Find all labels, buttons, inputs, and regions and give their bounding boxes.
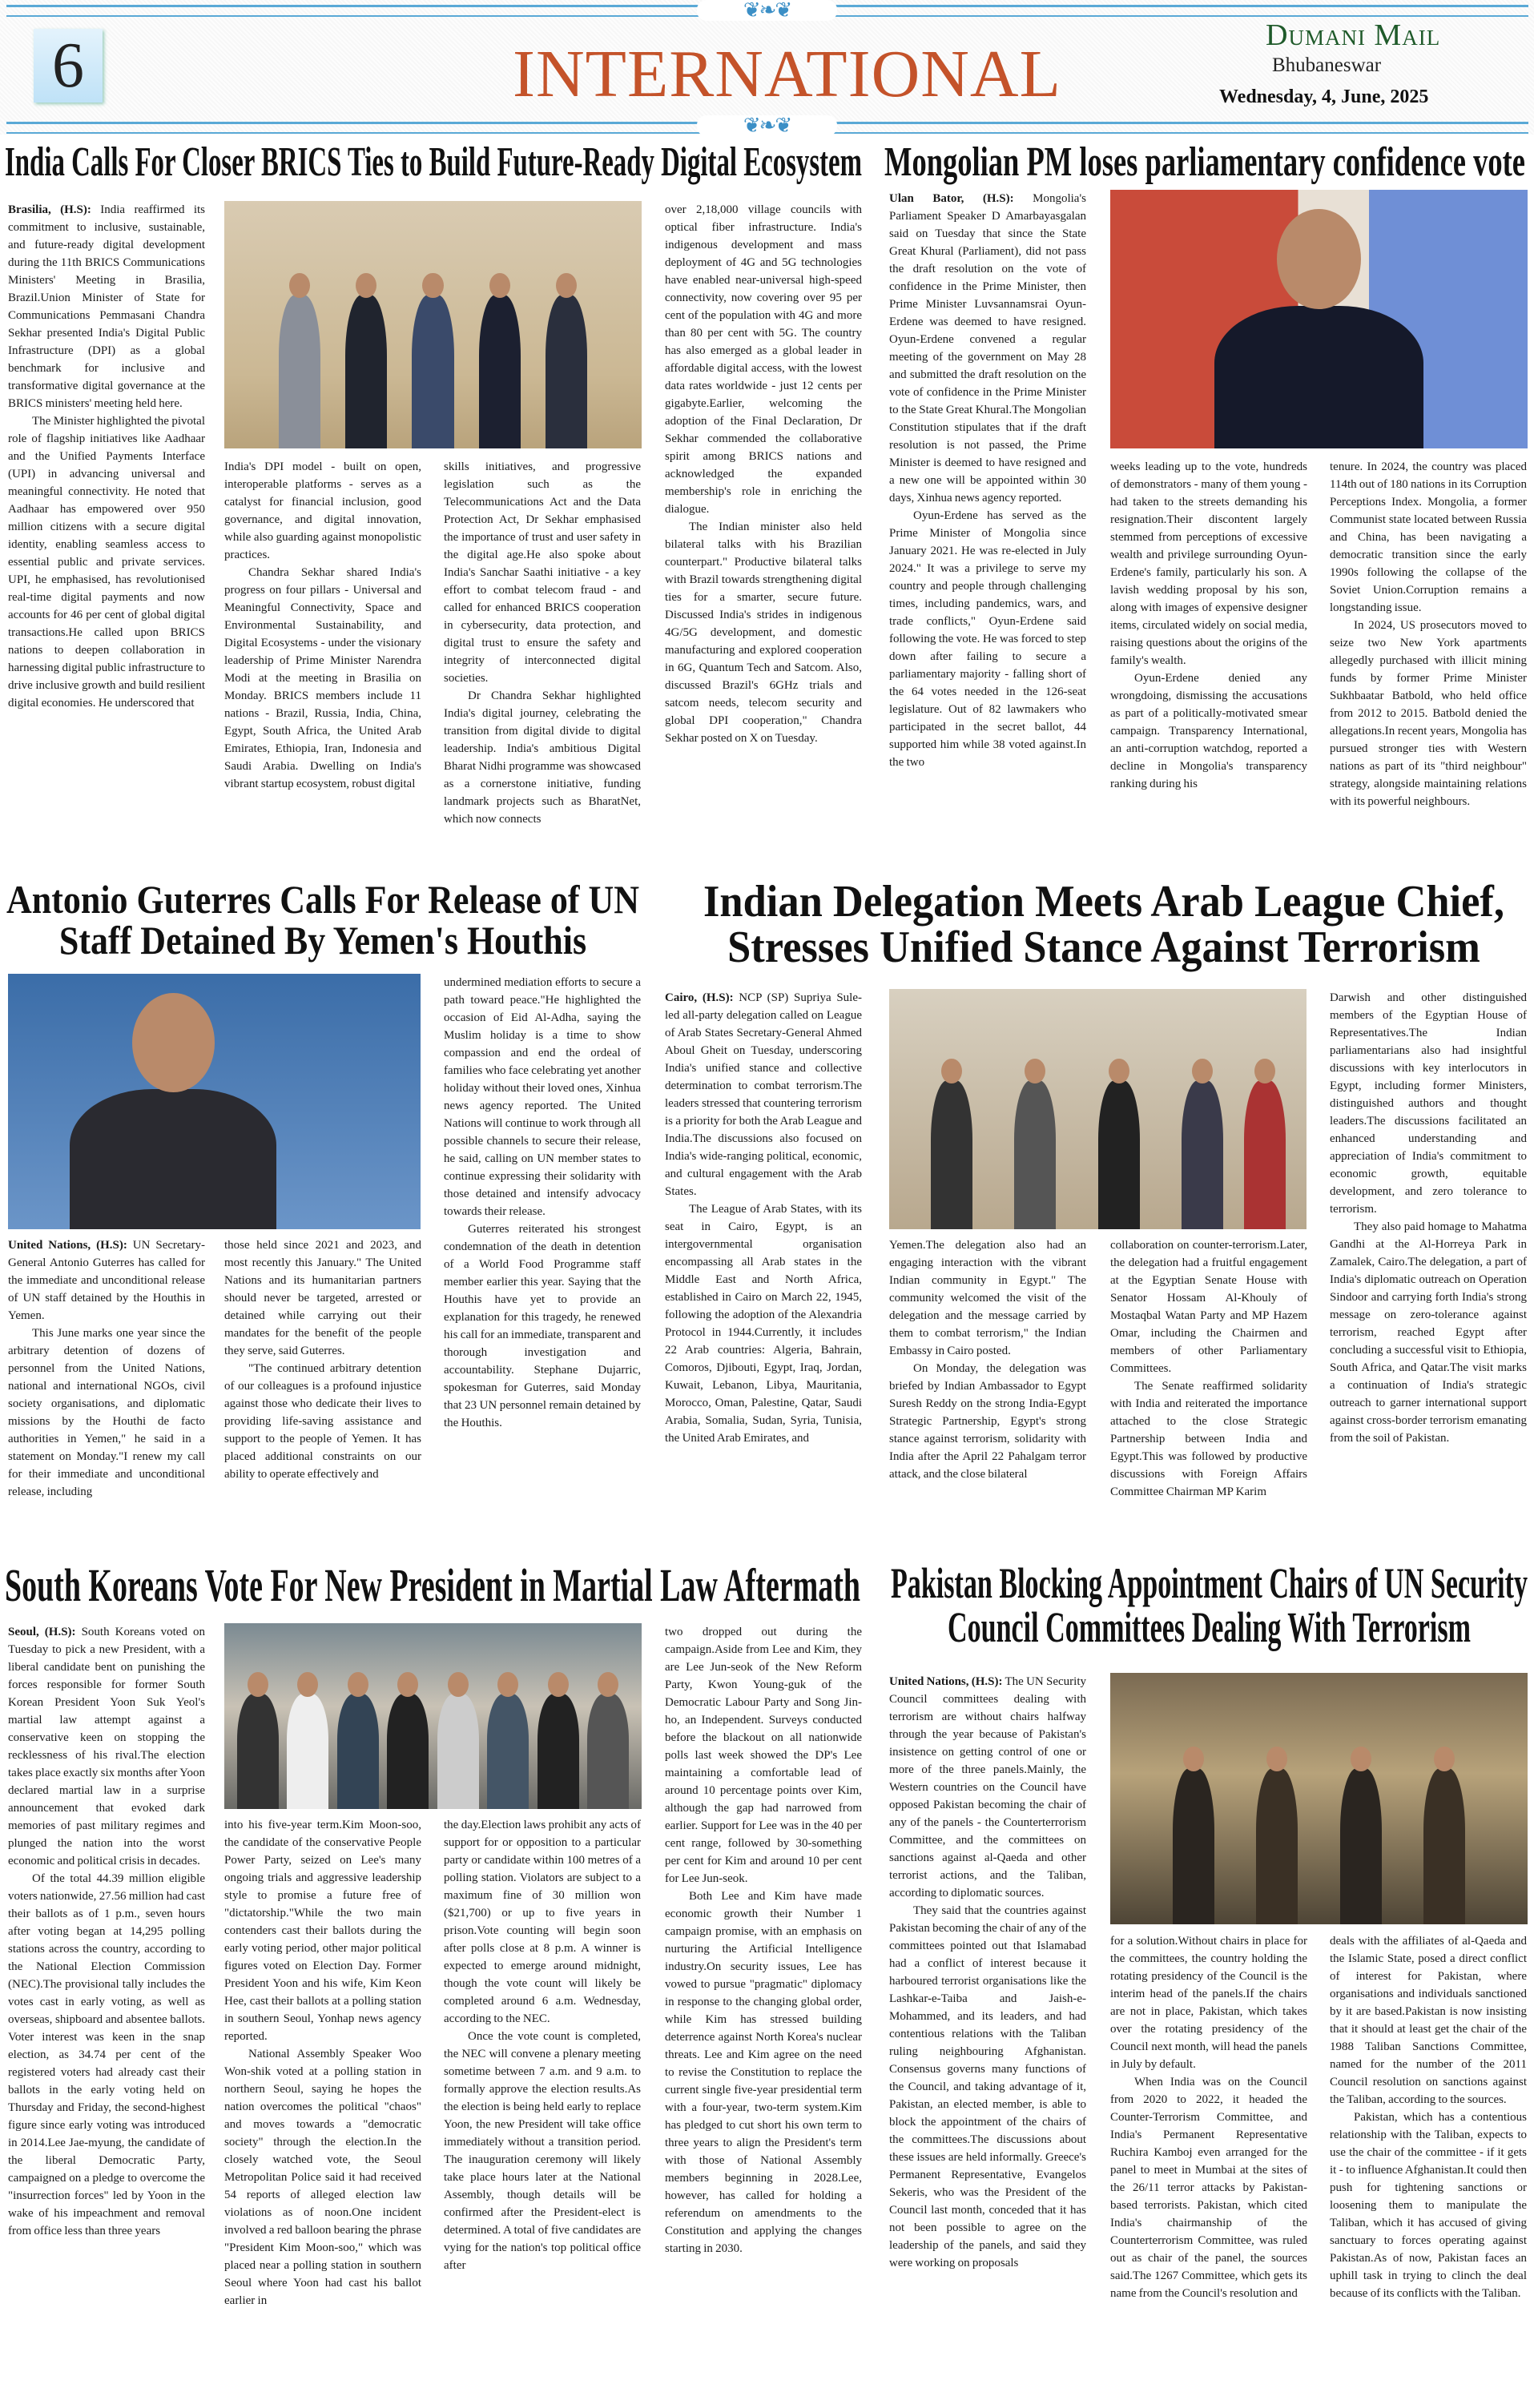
headline (5, 1559, 860, 1611)
text-column (8, 1236, 205, 1501)
text-column (1330, 1932, 1527, 2302)
headline-line: India Calls For Closer BRICS Ties to Build Future-Ready Digital Ecosystem (5, 139, 862, 185)
paragraph (665, 989, 862, 1200)
paragraph-text: Yemen.The delegation also had an engaging interaction with the vibrant Indian community in Egypt." The community welcomed the visit of the delegation and the message carried by them to combat terrorism," the Indian Embassy in Cairo posted. (889, 1239, 1086, 1357)
paragraph (224, 458, 421, 564)
person-figure (538, 1694, 579, 1809)
paragraph-text: Darwish and other distinguished members of the Egyptian House of Representatives.The Indian parliamentarians also had insightful discussions with key interlocutors in Egypt, including former Ministers, distinguished authors and thought leaders.The discussions facilitated an enhanced understanding and appreciation of India's commitment to economic growth, equitable development, and zero tolerance to terrorism. (1330, 991, 1527, 1216)
paragraph (1110, 2073, 1307, 2302)
paragraph (8, 1623, 205, 1870)
newspaper-name: Dumani Mail (1266, 18, 1441, 52)
headline-line: Mongolian PM loses parliamentary confidence vote (884, 139, 1525, 185)
paragraph-text: Both Lee and Kim have made economic growth their Number 1 campaign promise, with an emphasis on nurturing the Artificial Intelligence industry.On security issues, Lee has vowed to pursue "pragmatic" diplomacy in response to the changing global order, while Kim has stressed building deterrence against North Korea's nuclear threats. Lee and Kim agree on the need to revise the Constitution to replace the current single five-year presidential term with a four-year, two-term system.Kim has pledged to cut short his own term to three years to align the President's term with those of National Assembly members beginning in 2028.Lee, however, has called for holding a referendum on amendments to the Constitution and applying the changes starting in 2030. (665, 1890, 862, 2255)
headline (703, 879, 1504, 971)
person-figure (1214, 306, 1423, 448)
paragraph (8, 1870, 205, 2240)
text-column (1110, 458, 1307, 793)
text-column (224, 1816, 421, 2310)
person-figure (387, 1694, 429, 1809)
paragraph-text: for a solution.Without chairs in place for the committees, the country holding the rotating presidency of the Council is the interim head of the panels.If the chairs are not in place, Pakistan, which takes over the rotating presidency of the Council next month, will head the panels in July by default. (1110, 1935, 1307, 2071)
person-figure (931, 1080, 972, 1229)
paragraph (224, 1816, 421, 2045)
paragraph-text: collaboration on counter-terrorism.Later, the delegation had a fruitful engagement at the Egyptian Senate House with Senator Hossam Al-Khouly of Mostaqbal Watan Party and MP Hazem Omar, including the Chairmen and members of other Parliamentary Committees. (1110, 1239, 1307, 1375)
paragraph (1330, 1218, 1527, 1447)
headline (884, 141, 1525, 183)
headline-line: Staff Detained By Yemen's Houthis (58, 918, 587, 963)
headline-line: South Koreans Vote For New President in Martial Law Aftermath (5, 1559, 860, 1611)
paragraph-text: into his five-year term.Kim Moon-soo, the candidate of the conservative People Power Party, seized on Lee's many ongoing trials and aggressive leadership style to promise a future free of "dictatorship."While the two main contenders cast their ballots during the early voting period, other major political figures voted on Election Day. Former President Yoon and his wife, Kim Keon Hee, cast their ballots at a polling station in southern Seoul, Yonhap news agency reported. (224, 1819, 421, 2043)
paragraph-text: Guterres reiterated his strongest condemnation of the death in detention of a World Food Programme staff member earlier this year. Saying that the Houthis have yet to provide an explanation for this tragedy, he renewed his call for an immediate, transparent and thorough investigation and accountability. Stephane Dujarric, spokesman for Guterres, said Monday that 23 UN personnel remain detained by the Houthis. (444, 1223, 641, 1429)
paragraph (1110, 1932, 1307, 2073)
paragraph-text: Chandra Sekhar shared India's progress on four pillars - Universal and Meaningful Connectivity, Space and Environmental Sustainability, and Digital Ecosystems - under the visionary leadership of Prime Minister Narendra Modi at the meeting in Brasilia on Monday. BRICS members include 11 nations - Brazil, Russia, India, China, Egypt, South Africa, the United Arab Emirates, Ethiopia, Iran, Indonesia and Saudi Arabia. Dwelling on India's vibrant startup ecosystem, robust digital (224, 566, 421, 790)
paragraph (224, 564, 421, 793)
un-photo (8, 974, 421, 1229)
person-figure (587, 1694, 629, 1809)
person-figure (487, 1694, 529, 1809)
issue-date: Wednesday, 4, June, 2025 (1219, 86, 1429, 107)
person-figure (1340, 1768, 1382, 1924)
headline-line: Stresses Unified Stance Against Terrorism (727, 923, 1480, 973)
headline-text (891, 1559, 1528, 1652)
dateline: Ulan Bator, (H.S): (889, 192, 1014, 205)
headline-text (5, 141, 862, 183)
person-head (497, 1672, 518, 1697)
paragraph (1110, 669, 1307, 793)
text-column (1110, 1932, 1307, 2302)
paragraph-text: South Koreans voted on Tuesday to pick a new President, with a liberal candidate bent on punishing the forces responsible for former South Korean President Yoon Suk Yeol's martial law attempt against a conservative keen on stopping the recklessness of his rival.The election takes place exactly six months after Yoon declared martial law in a surprise announcement that evoked dark memories of past military regimes and plunged the nation into the worst economic and political crisis in decades. (8, 1626, 205, 1867)
text-column (1330, 989, 1527, 1447)
person-figure (546, 295, 587, 448)
paragraph (1330, 458, 1527, 617)
paragraph-text: the day.Election laws prohibit any acts of support for or opposition to a particular party or candidate within 100 metres of a polling station. Violators are subject to a maximum fine of 30 million won ($21,700) or up to five years in prison.Vote counting will begin soon after polls close at 8 p.m. A winner is expected to emerge around midnight, though the vote count will likely be completed around 6 a.m. Wednesday, according to the NEC. (444, 1819, 641, 2025)
paragraph-text: The Senate reaffirmed solidarity with India and reiterated the importance attached to the close Strategic Partnership between India and Egypt.This was followed by productive discussions with Foreign Affairs Committee Chairman MP Karim (1110, 1380, 1307, 1498)
paragraph-text: weeks leading up to the vote, hundreds of demonstrators - many of them young - had taken to the streets demanding his resignation.Their discontent largely stemmed from perceptions of excessive wealth and privilege surrounding Oyun-Erdene's family, particularly his son. A lavish wedding proposal by his son, along with images of expensive designer items, circulated widely on social media, raising questions about the origins of the family's wealth. (1110, 460, 1307, 667)
dateline: Cairo, (H.S): (665, 991, 734, 1004)
ornament-icon: ❦❧❦ (697, 0, 837, 21)
person-figure (1244, 1080, 1286, 1229)
person-head (1025, 1059, 1045, 1083)
paragraph (224, 1360, 421, 1483)
person-figure (1098, 1080, 1140, 1229)
text-column (444, 458, 641, 828)
headline-line: Pakistan Blocking Appointment Chairs of UN Security (891, 1559, 1528, 1607)
text-column (665, 989, 862, 1447)
crowd-photo (224, 1623, 642, 1809)
person-head (1183, 1747, 1204, 1771)
paragraph (444, 1816, 641, 2028)
paragraph-text: The Minister highlighted the pivotal role of flagship initiatives like Aadhaar and the Unified Payments Interface (UPI) in advancing universal and meaningful connectivity. He noted that Aadhaar has empowered over 950 million citizens with a secure digital identity, enabling seamless access to essential public and private services. UPI, he emphasised, has revolutionised real-time digital payments and now accounts for 46 per cent of global digital transactions.He called upon BRICS nations to deepen collaboration in harnessing digital public infrastructure to drive inclusive growth and build resilient digital economies. He underscored that (8, 415, 205, 710)
person-figure (412, 295, 453, 448)
text-column (224, 458, 421, 793)
headline-line: Council Committees Dealing With Terrorism (948, 1603, 1471, 1652)
paragraph (8, 1236, 205, 1325)
paragraph (889, 1902, 1086, 2272)
paragraph (8, 1325, 205, 1501)
paragraph-text: Dr Chandra Sekhar highlighted India's digital journey, celebrating the transition from digital divide to digital leadership. India's ambitious Digital Bharat Nidhi programme was showcased as a cornerstone initiative, funding landmark projects such as BharatNet, which now connects (444, 689, 641, 826)
paragraph-text: Pakistan, which has a contentious relationship with the Taliban, expects to use the chair of the committee - if it gets it - to influence Afghanistan.It could then push for tightening sanctions or loosening them to manipulate the Taliban, which it has accused of giving sanctuary to forces operating against Pakistan.As of now, Pakistan faces an uphill task in trying to clinch the deal because of its conflicts with the Taliban. (1330, 2111, 1527, 2300)
paragraph (1110, 1377, 1307, 1501)
person-figure (1423, 1768, 1465, 1924)
paragraph (1330, 1932, 1527, 2109)
text-column (444, 1816, 641, 2274)
headline-text (6, 879, 639, 961)
paragraph (1110, 1236, 1307, 1377)
person-head (548, 1672, 569, 1697)
person-head (598, 1672, 618, 1697)
paragraph (224, 2045, 421, 2310)
person-head (1277, 209, 1360, 309)
person-figure (1014, 1080, 1056, 1229)
paragraph (889, 507, 1086, 771)
text-column (8, 1623, 205, 2240)
text-column (889, 1236, 1086, 1483)
headline-line: Indian Delegation Meets Arab League Chief, (703, 877, 1504, 927)
person-head (289, 273, 310, 298)
paragraph (8, 412, 205, 712)
person-figure (1182, 1080, 1223, 1229)
paragraph (1110, 458, 1307, 669)
text-column (889, 1673, 1086, 2272)
text-column (665, 201, 862, 747)
edition-city: Bhubaneswar (1272, 54, 1382, 76)
paragraph-text: those held since 2021 and 2023, and most recently this January." The United Nations and its humanitarian partners should never be targeted, arrested or detained while carrying out their mandates for the benefit of the people they serve, said Guterres. (224, 1239, 421, 1357)
person-figure (279, 295, 320, 448)
paragraph (1330, 989, 1527, 1218)
page-number-text: 6 (52, 30, 84, 101)
paragraph-text: two dropped out during the campaign.Aside from Lee and Kim, they are Lee Jun-seok of the New Reform Party, Kwon Young-guk of the Democratic Labour Party and Song Jin-ho, an Independent. Surveys conducted before the blackout on all nationwide polls last week showed the DP's Lee maintaining a comfortable lead of around 10 percentage points over Kim, although the gap had narrowed from earlier. Support for Lee was in the 40 per cent range, followed by 30-something per cent for Kim and around 10 per cent for Lee Jun-seok. (665, 1626, 862, 1885)
paragraph-text: This June marks one year since the arbitrary detention of dozens of personnel from the United Nations, national and international NGOs, civil society organisations, and diplomatic missions by the Houthi de facto authorities in Yemen," he said in a statement on Monday."I renew my call for their immediate and unconditional release, including (8, 1327, 205, 1498)
person-head (1254, 1059, 1275, 1083)
paragraph-text: The Indian minister also held bilateral talks with his Brazilian counterpart." Productive bilateral talks with Brazil towards strengthening digital ties for a smarter, secure future. Discussed India's strides in indigenous 4G/5G development, and domestic manufacturing and explored cooperation in 6G, Quantum Tech and Satcom. Also, discussed Brazil's 6GHz trials and satcom needs, telecom security and global DPI cooperation," Chandra Sekhar posted on X on Tuesday. (665, 521, 862, 745)
section-title: INTERNATIONAL (513, 37, 1061, 111)
paragraph-text: tenure. In 2024, the country was placed 114th out of 180 nations in its Corruption Perceptions Index. Mongolia, a former Communist state located between Russia and China, has been navigating a democratic transition since the early 1990s following the collapse of the Soviet Union.Corruption remains a longstanding issue. (1330, 460, 1527, 614)
person-figure (345, 295, 387, 448)
paragraph (444, 974, 641, 1220)
headline-text (703, 879, 1504, 971)
paragraph-text: over 2,18,000 village councils with optical fiber infrastructure. India's indigenous development and mass deployment of 4G and 5G technologies have enabled near-universal high-speed connectivity, now covering over 95 per cent of the population with 4G and more than 80 per cent with 5G. The country has also emerged as a global leader in affordable digital access, with the lowest data rates worldwide - just 12 cents per gigabyte.Earlier, welcoming the adoption of the Final Declaration, Dr Sekhar commended the collaborative spirit among BRICS nations and acknowledged the expanded membership's role in enriching the dialogue. (665, 203, 862, 516)
person-head (941, 1059, 962, 1083)
headline (891, 1559, 1528, 1652)
room-photo (889, 989, 1307, 1229)
person-head (297, 1672, 318, 1697)
text-column (444, 974, 641, 1432)
council-photo (1110, 1673, 1528, 1924)
paragraph (665, 201, 862, 518)
person-head (422, 273, 443, 298)
paragraph-text: Mongolia's Parliament Speaker D Amarbayasgalan said on Tuesday that since the State Great Khural (Parliament), did not pass the draft resolution on the vote of confidence in the Prime Minister, then Prime Minister Luvsannamsrai Oyun-Erdene was deemed to have resigned. Oyun-Erdene convened a regular meeting of the government on May 28 and submitted the draft resolution on the vote of confidence in the Prime Minister to the State Great Khural.The Mongolian Constitution stipulates that if the draft resolution is not passed, the Prime Minister is deemed to have resigned and a new one will be appointed within 30 days, Xinhua news agency reported. (889, 192, 1086, 505)
paragraph (889, 190, 1086, 507)
paragraph-text: On Monday, the delegation was briefed by Indian Ambassador to Egypt Suresh Reddy on the strong India-Egypt Strategic Partnership, Egypt's strong stance against terrorism, solidarity with India after the April 22 Pahalgam terror attack, and the close bilateral (889, 1362, 1086, 1481)
text-column (1110, 1236, 1307, 1501)
paragraph-text: Oyun-Erdene has served as the Prime Minister of Mongolia since January 2021. He was re-elected in July 2024." It was a privilege to serve my country and people through challenging times, including pandemics, wars, and trade conflicts," Oyun-Erdene said following the vote. He was forced to step down after failing to secure a parliamentary majority - falling short of the 64 votes needed in the 126-seat legislature. Out of 82 lawmakers who participated in the secret ballot, 44 supported him while 38 voted against.In the two (889, 509, 1086, 769)
person-head (356, 273, 376, 298)
person-head (1434, 1747, 1455, 1771)
paragraph (665, 1200, 862, 1447)
paragraph-text: NCP (SP) Supriya Sule-led all-party delegation called on League of Arab States Secretary-General Ahmed Aboul Gheit on Tuesday, underscoring India's unified stance and collective determination to combat terrorism.The leaders stressed that countering terrorism is a priority for both the Arab League and India.The discussions also focused on India's wide-ranging political, economic, and cultural engagement with the Arab States. (665, 991, 863, 1198)
paragraph (889, 1236, 1086, 1360)
text-column (889, 190, 1086, 771)
headline (6, 879, 639, 961)
paragraph (444, 1220, 641, 1432)
person-figure (479, 295, 521, 448)
headline-text (884, 141, 1525, 183)
headline (5, 141, 862, 183)
person-head (1192, 1059, 1213, 1083)
person-head (1109, 1059, 1129, 1083)
paragraph-text: In 2024, US prosecutors moved to seize two New York apartments allegedly purchased with illicit mining funds by former Prime Minister Sukhbaatar Batbold, who held office from 2012 to 2015. Batbold denied the allegations.In recent years, Mongolia has pursued stronger ties with Western nations as part of its "third neighbour" strategy, alongside maintaining relations with its powerful neighbours. (1330, 619, 1527, 808)
portrait-photo (1110, 190, 1528, 448)
page-number (34, 29, 103, 103)
dateline: United Nations, (H.S): (889, 1675, 1003, 1688)
text-column (224, 1236, 421, 1483)
paragraph-text: Of the total 44.39 million eligible voters nationwide, 27.56 million had cast their ballots as of 1 p.m., seven hours after voting began at 14,295 polling stations across the country, according to the National Election Commission (NEC).The provisional tally includes the votes cast in early voting, as well as overseas, shipboard and absentee ballots. Voter interest was keen in the snap election, as 34.74 per cent of the registered voters had already cast their ballots in the early voting held on Thursday and Friday, the second-highest figure since early voting was introduced in 2014.Lee Jae-myung, the candidate of the liberal Democratic Party, campaigned on a pledge to overcome the "insurrection forces" led by Yoon in the wake of his impeachment and removal from office less than three years (8, 1872, 205, 2237)
person-figure (70, 1089, 276, 1229)
headline-line: Antonio Guterres Calls For Release of UN (6, 877, 639, 922)
paragraph (1330, 617, 1527, 810)
paragraph-text: National Assembly Speaker Woo Won-shik voted at a polling station in northern Seoul, saying he hopes the nation overcomes the political "chaos" and moves towards a "democratic society" through the election.In the closely watched vote, the Seoul Metropolitan Police said it had received 54 reports of alleged election law violations as of noon.One incident involved a red balloon bearing the phrase "President Kim Moon-soo," which was placed near a polling station in southern Seoul where Yoon had cast his ballot earlier in (224, 2048, 421, 2307)
person-head (448, 1672, 469, 1697)
headline-text (5, 1559, 860, 1611)
paragraph (665, 1623, 862, 1887)
paragraph-text: The UN Security Council committees dealing with terrorism are without chairs halfway through the year because of Pakistan's insistence on getting control of one or more of the three panels.Mainly, the Western countries on the Council have opposed Pakistan becoming the chair of any of the panels - the Counterterrorism Committee, and the committees on sanctions against al-Qaeda and other terrorist actions, and the Taliban, according to diplomatic sources. (889, 1675, 1087, 1899)
paragraph-text: They also paid homage to Mahatma Gandhi at the Al-Horreya Park in Zamalek, Cairo.The delegation, a part of India's diplomatic outreach on Operation Sindoor and carrying forth India's strong message on zero-tolerance against terrorism, reached Egypt after concluding a successful visit to Ethiopia, South Africa, and Qatar.The visit marks a continuation of India's strategic outreach to garner international support against cross-border terrorism emanating from the soil of Pakistan. (1330, 1220, 1527, 1445)
paragraph (444, 687, 641, 828)
person-head (348, 1672, 368, 1697)
brics-photo (224, 201, 642, 448)
paragraph-text: undermined mediation efforts to secure a path toward peace."He highlighted the occasion of Eid Al-Adha, saying the Muslim holiday is a time to show compassion and end the ordeal of families who face celebrating yet another holiday without their loved ones, Xinhua news agency reported. The United Nations will continue to work through all possible channels to secure their release, he said, calling on UN member states to continue expressing their solidarity with those detained and intensify advocacy towards their release. (444, 976, 641, 1218)
paragraph (889, 1673, 1086, 1902)
paragraph-text: deals with the affiliates of al-Qaeda and the Islamic State, posed a direct conflict of interest for Pakistan, where organisations and individuals sanctioned by it are based.Pakistan is now insisting that it should at least get the chair of the 1988 Taliban Sanctions Committee, named for the number of the 2011 Council resolution on sanctions against the Taliban, according to the sources. (1330, 1935, 1527, 2106)
person-head (132, 993, 215, 1092)
dateline: Seoul, (H.S): (8, 1626, 76, 1638)
paragraph (665, 518, 862, 747)
person-figure (437, 1694, 479, 1809)
paragraph (444, 2028, 641, 2274)
paragraph (665, 1887, 862, 2257)
dateline: Brasilia, (H.S): (8, 203, 91, 216)
person-head (397, 1672, 418, 1697)
paragraph-text: The League of Arab States, with its seat in Cairo, Egypt, is an intergovernmental organisation encompassing all Arab states in the Middle East and North Africa, established in Cairo on March 22, 1945, following the adoption of the Alexandria Protocol in 1944.Currently, it includes 22 Arab countries: Algeria, Bahrain, Comoros, Djibouti, Egypt, Iraq, Jordan, Kuwait, Lebanon, Libya, Mauritania, Morocco, Oman, Palestine, Qatar, Saudi Arabia, Somalia, Sudan, Syria, Tunisia, the United Arab Emirates, and (665, 1203, 862, 1445)
paragraph-text: They said that the countries against Pakistan becoming the chair of any of the committees pointed out that Islamabad had a conflict of interest because it harboured terrorist organisations like the Lashkar-e-Taiba and Jaish-e-Mohammed, and its leaders, and had contentious relations with the Taliban ruling neighbouring Afghanistan. Consensus governs many functions of the Council, and taking advantage of it, Pakistan, an elected member, is able to block the appointment of the chairs of the committees.The discussions about these issues are held informally. Greece's Permanent Representative, Evangelos Sekeris, who was the President of the Council last month, conceded that it has not been possible to agree on the leadership of the panels, and said they were working on proposals (889, 1904, 1087, 2269)
dateline: United Nations, (H.S): (8, 1239, 127, 1252)
person-figure (337, 1694, 379, 1809)
ornament-icon: ❦❧❦ (697, 115, 837, 136)
paragraph-text: India reaffirmed its commitment to inclusive, sustainable, and future-ready digital development during the 11th BRICS Communications Ministers' Meeting in Brasilia, Brazil.Union Minister of State for Communications Pemmasani Chandra Sekhar presented India's Digital Public Infrastructure (DPI) as a global benchmark for inclusive and transformative digital governance at the BRICS ministers' meeting held here. (8, 203, 205, 410)
paragraph-text: "The continued arbitrary detention of our colleagues is a profound injustice against those who dedicate their lives to providing life-saving assistance and support to the people of Yemen. It has placed additional constraints on our ability to operate effectively and (224, 1362, 421, 1481)
person-figure (1256, 1768, 1298, 1924)
paragraph (1330, 2109, 1527, 2302)
paragraph-text: UN Secretary-General Antonio Guterres has called for the immediate and unconditional release of UN staff detained by the Houthis in Yemen. (8, 1239, 205, 1322)
paragraph (8, 201, 205, 412)
text-column (1330, 458, 1527, 810)
person-figure (1173, 1768, 1214, 1924)
paragraph-text: Once the vote count is completed, the NEC will convene a plenary meeting sometime between 7 a.m. and 9 a.m. to formally approve the election results.As the election is being held early to replace Yoon, the new President will take office immediately without a transition period. The inauguration ceremony will likely take place hours later at the National Assembly, though details will be confirmed after the President-elect is determined. A total of five candidates are vying for the nation's top political office after (444, 2030, 641, 2272)
person-head (489, 273, 510, 298)
paragraph-text: Oyun-Erdene denied any wrongdoing, dismissing the accusations as part of a politically-motivated smear campaign. Transparency International, an anti-corruption watchdog, reported a decline in Mongolia's transparency ranking during his (1110, 672, 1307, 790)
text-column (8, 201, 205, 712)
person-figure (237, 1694, 279, 1809)
paragraph (444, 458, 641, 687)
person-head (248, 1672, 268, 1697)
paragraph-text: When India was on the Council from 2020 to 2022, it headed the Counter-Terrorism Committee, and India's Permanent Representative Ruchira Kamboj even arranged for the panel to meet in Mumbai at the sites of the 26/11 terror attacks by Pakistan-based terrorists. Pakistan, which cited India's chairmanship of the Counterterrorism Committee, was ruled out as chair of the panel, the sources said.The 1267 Committee, which gets its name from the Council's resolution and (1110, 2076, 1307, 2300)
person-head (1266, 1747, 1287, 1771)
person-figure (287, 1694, 328, 1809)
paragraph (889, 1360, 1086, 1483)
person-head (556, 273, 577, 298)
paragraph (224, 1236, 421, 1360)
text-column (665, 1623, 862, 2257)
paragraph-text: skills initiatives, and progressive legislation such as the Telecommunications Act and the Data Protection Act, Dr Sekhar emphasised the importance of trust and user safety in the digital age.He also spoke about India's Sanchar Saathi initiative - a key effort to combat telecom fraud - and called for enhanced BRICS cooperation in cybersecurity, data protection, and digital trust to ensure the safety and integrity of interconnected digital societies. (444, 460, 641, 685)
paragraph-text: India's DPI model - built on open, interoperable platforms - serves as a catalyst for financial inclusion, good governance, and digital innovation, while also guarding against monopolistic practices. (224, 460, 421, 561)
masthead (0, 0, 1534, 135)
person-head (1351, 1747, 1371, 1771)
